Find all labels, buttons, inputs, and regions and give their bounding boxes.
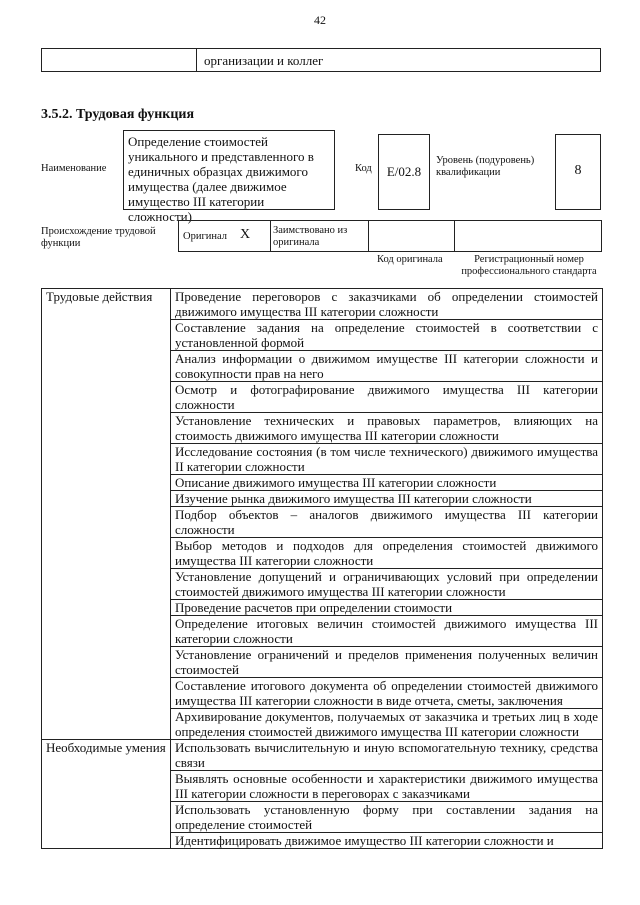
labor-action-row xyxy=(42,289,603,320)
labor-action-row-text: Выбор методов и подходов для определения стоимостей движимого имущества III категории сложности xyxy=(171,538,603,569)
section-title: 3.5.2. Трудовая функция xyxy=(41,107,195,122)
labor-action-row-text: Составление задания на определение стоимостей в соответствии с установленной формой xyxy=(171,320,603,351)
skill-row-text: Использовать установленную форму при составлении задания на определение стоимостей xyxy=(171,802,603,833)
level-box: 8 xyxy=(555,134,601,210)
labor-action-row-text: Установление ограничений и пределов применения полученных величин стоимостей xyxy=(171,647,603,678)
function-name-box: Определение стоимостей уникального и представленного в единичных образцах движимого имущества (далее движимое имущество III категории сложности) xyxy=(123,130,335,210)
labor-action-row-text: Анализ информации о движимом имуществе III категории сложности и совокупности прав на него xyxy=(171,351,603,382)
continuation-table xyxy=(41,48,601,72)
labor-action-row-text: Подбор объектов – аналогов движимого имущества III категории сложности xyxy=(171,507,603,538)
skills-label: Необходимые умения xyxy=(42,740,171,849)
labor-action-row-text: Установление технических и правовых параметров, влияющих на стоимость движимого имущества III категории сложности xyxy=(171,413,603,444)
skill-row-text: Идентифицировать движимое имущество III категории сложности и xyxy=(171,833,603,849)
labor-action-row-text: Осмотр и фотографирование движимого имущества III категории сложности xyxy=(171,382,603,413)
labor-action-row-text: Изучение рынка движимого имущества III категории сложности xyxy=(171,491,603,507)
level-label: Уровень (подуровень) квалификации xyxy=(436,155,535,178)
function-table xyxy=(41,288,603,849)
skill-row-text: Использовать вычислительную и иную вспомогательную технику, средства связи xyxy=(171,740,603,771)
code-box: E/02.8 xyxy=(378,134,430,210)
page-number: 42 xyxy=(314,13,326,27)
original-mark: X xyxy=(240,227,251,242)
labor-action-row-text: Описание движимого имущества III категории сложности xyxy=(171,475,603,491)
original-code-cell xyxy=(369,221,455,251)
skill-row xyxy=(42,740,603,771)
continuation-empty-cell xyxy=(42,49,197,71)
skill-row-text: Выявлять основные особенности и характеристики движимого имущества III категории сложности в переговорах с заказчиками xyxy=(171,771,603,802)
name-label: Наименование xyxy=(41,163,107,174)
original-label: Оригинал xyxy=(183,231,227,242)
original-code-caption: Код оригинала xyxy=(377,254,443,265)
labor-action-row-text: Определение итоговых величин стоимостей движимого имущества III категории сложности xyxy=(171,616,603,647)
labor-action-row-text: Проведение переговоров с заказчиками об определении стоимостей движимого имущества III категории сложности xyxy=(171,289,603,320)
labor-action-row-text: Архивирование документов, получаемых от заказчика и третьих лиц в ходе определения стоимостей движимого имущества III категории сложности xyxy=(171,709,603,740)
continuation-text: организации и коллег xyxy=(204,53,324,68)
code-label: Код xyxy=(355,163,372,174)
borrowed-label: Заимствовано из оригинала xyxy=(273,225,348,248)
labor-action-row-text: Исследование состояния (в том числе технического) движимого имущества II категории сложности xyxy=(171,444,603,475)
reg-number-caption: Регистрационный номер профессионального стандарта xyxy=(461,254,597,277)
labor-action-row-text: Проведение расчетов при определении стоимости xyxy=(171,600,603,616)
origin-label: Происхождение трудовой функции xyxy=(41,226,156,249)
labor_actions-label: Трудовые действия xyxy=(42,289,171,740)
labor-action-row-text: Установление допущений и ограничивающих условий при определении стоимостей движимого имущества III категории сложности xyxy=(171,569,603,600)
labor-action-row-text: Составление итогового документа об определении стоимостей движимого имущества III категории сложности в виде отчета, сметы, заключения xyxy=(171,678,603,709)
